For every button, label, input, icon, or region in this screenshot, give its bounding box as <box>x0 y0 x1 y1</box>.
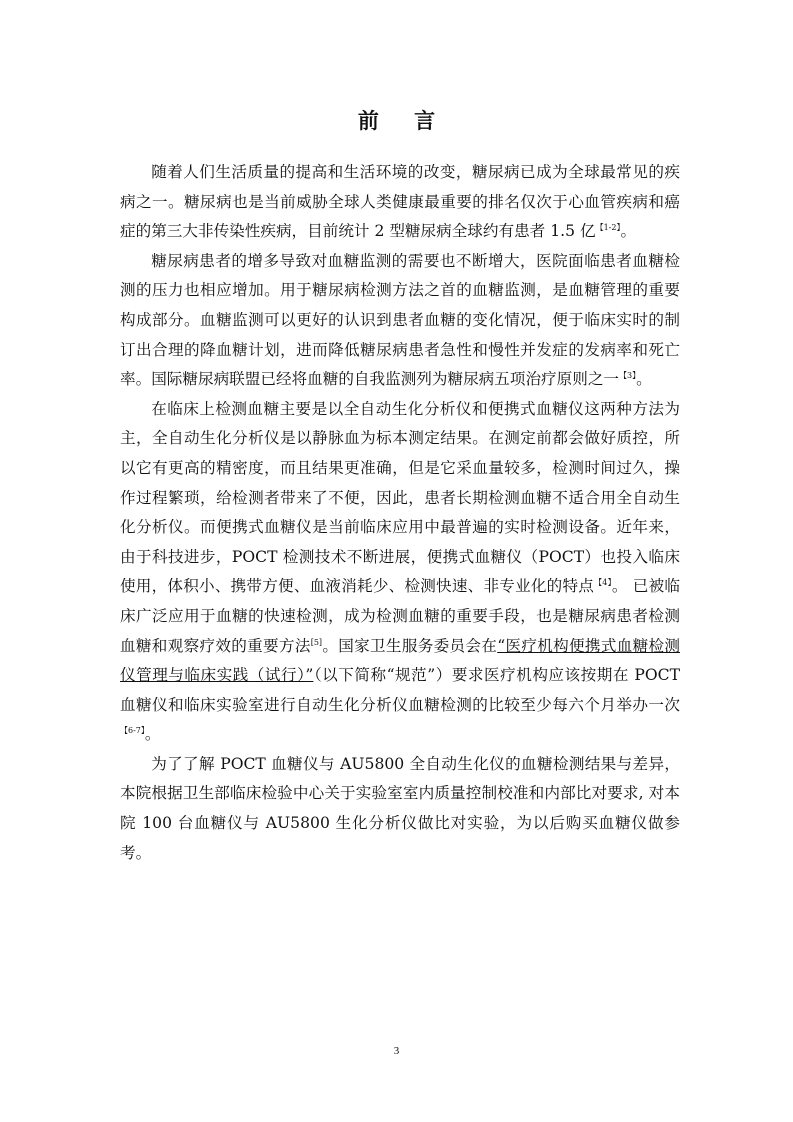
page-title: 前 言 <box>357 108 450 133</box>
citation: [5] <box>310 637 323 647</box>
underlined-reference: “医疗机构便携式血糖检测仪管理与临床实践（试行）” <box>120 636 680 685</box>
body-text <box>120 158 680 868</box>
paragraph-text: 随着人们生活质量的提高和生活环境的改变，糖尿病已成为全球最常见的疾病之一。糖尿病也是当前威胁全球人类健康最重要的排名仅次于心血管疾病和癌症的第三大非传染性疾病，目前统计 2 型糖尿病全球约有患者 1.5 亿 <box>120 163 680 241</box>
paragraph-text: 。国家卫生服务委员会在 <box>322 636 498 655</box>
paragraph-1 <box>120 158 680 247</box>
paragraph-text: 在临床上检测血糖主要是以全自动生化分析仪和便携式血糖仪这两种方法为主，全自动生化分析仪是以静脉血为标本测定结果。在测定前都会做好质控，所以它有更高的精密度，而且结果更准确，但是它采血量较多，检测时间过久，操作过程繁琐，给检测者带来了不便，因此，患者长期检测血糖不适合用全自动生化分析仪。而便携式血糖仪是当前临床应用中最普遍的实时检测设备。近年来，由于科技进步，POCT 检测技术不断进展，便携式血糖仪（POCT）也投入临床使用，体积小、携带方便、血液消耗少、检测快速、非专业化的特点 <box>120 399 680 596</box>
paragraph-2 <box>120 247 680 395</box>
paragraph-text: （以下简称“规范”）要求医疗机构应该按期在 POCT 血糖仪和临床实验室进行自动生化分析仪血糖检测的比较至少每六个月举办一次 <box>120 666 680 714</box>
paragraph-4 <box>120 750 680 868</box>
citation: 【6-7】 <box>120 726 145 736</box>
paragraph-text: 糖尿病患者的增多导致对血糖监测的需要也不断增大，医院面临患者血糖检测的压力也相应增加。用于糖尿病检测方法之首的血糖监测，是血糖管理的重要构成部分。血糖监测可以更好的认识到患者血糖的变化情况，便于临床实时的制订出合理的降血糖计划，进而降低糖尿病患者急性和慢性并发症的发病率和死亡率。国际糖尿病联盟已经将血糖的自我监测列为糖尿病五项治疗原则之一 <box>120 251 680 389</box>
paragraph-3 <box>120 395 680 750</box>
citation: 【4】 <box>594 578 612 588</box>
paragraph-text: 为了了解 POCT 血糖仪与 AU5800 全自动生化仪的血糖检测结果与差异，本院根据卫生部临床检验中心关于实验室室内质量控制校准和内部比对要求, 对本院 100 台血糖仪与 AU5800 生化分析仪做比对实验，为以后购买血糖仪做参考。 <box>120 754 680 862</box>
paragraph-text: 。 <box>636 370 652 389</box>
paragraph-text: 。 已被临床广泛应用于血糖的快速检测，成为检测血糖的重要手段，也是糖尿病患者检测血糖和观察疗效的重要方法 <box>120 577 680 655</box>
citation: 【1-2】 <box>595 223 621 233</box>
paragraph-text: 。 <box>144 725 161 744</box>
paragraph-text: 。 <box>620 222 637 241</box>
page-number: 3 <box>393 1045 400 1057</box>
citation: 【3】 <box>619 371 637 381</box>
